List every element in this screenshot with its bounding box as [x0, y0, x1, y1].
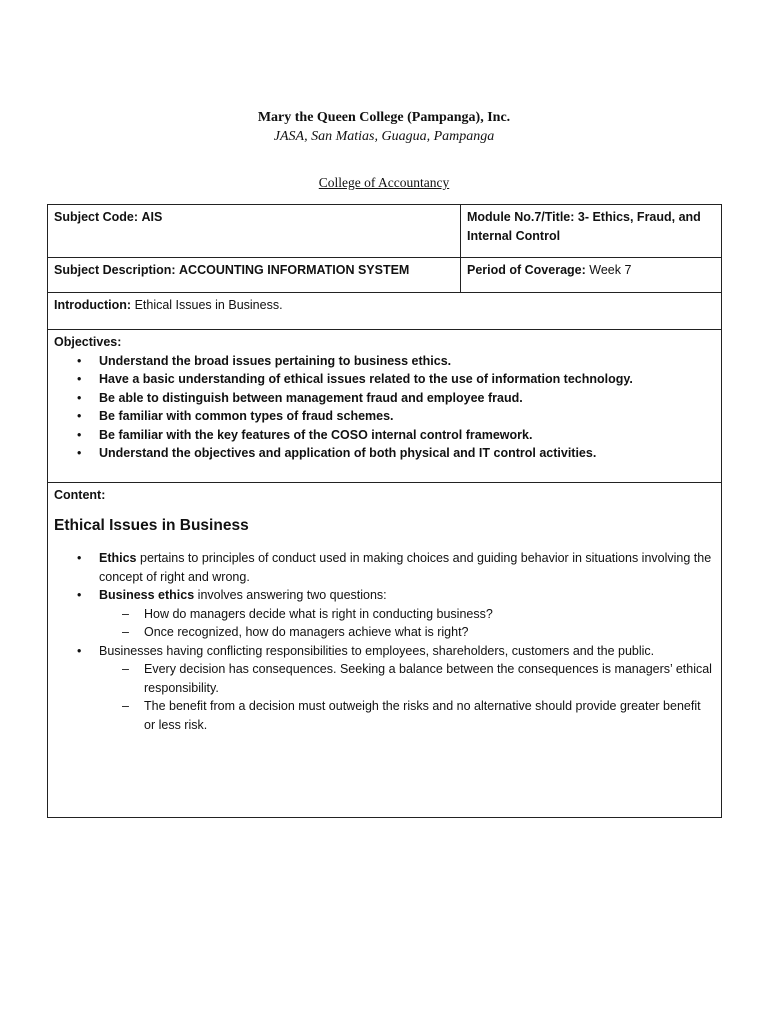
list-item: – Every decision has consequences. Seeking a balance between the consequences is managers’ ethical responsibility.: [144, 660, 715, 697]
table-row: [48, 258, 722, 293]
introduction-value: Ethical Issues in Business.: [134, 298, 283, 312]
content-heading: Ethical Issues in Business: [54, 516, 249, 534]
list-item: [99, 586, 715, 642]
business-ethics-sublist: [99, 605, 715, 642]
subject-code-cell: [48, 205, 461, 258]
content-cell: [48, 483, 722, 818]
list-item: – The benefit from a decision must outweigh the risks and no alternative should provide greater benefit or less risk.: [144, 697, 715, 734]
list-item: • Have a basic understanding of ethical issues related to the use of information technology.: [99, 370, 715, 389]
table-row: [48, 293, 722, 330]
list-item: • Be familiar with the key features of the COSO internal control framework.: [99, 426, 715, 445]
list-item: • Understand the objectives and application of both physical and IT control activities.: [99, 444, 715, 463]
module-title-cell: [461, 205, 722, 258]
department-title: College of Accountancy: [318, 175, 450, 190]
conflict-text: Businesses having conflicting responsibilities to employees, shareholders, customers and the public.: [99, 643, 655, 658]
table-row: [48, 205, 722, 258]
period-value: Week 7: [589, 263, 632, 277]
list-item: – How do managers decide what is right in conducting business?: [144, 605, 715, 624]
list-item: • Be familiar with common types of fraud schemes.: [99, 407, 715, 426]
document-header: [0, 108, 768, 146]
subject-description-label: Subject Description:: [54, 263, 176, 277]
subject-description-value: ACCOUNTING INFORMATION SYSTEM: [179, 263, 410, 277]
college-name: Mary the Queen College (Pampanga), Inc.: [257, 110, 511, 125]
business-ethics-term: Business ethics: [99, 588, 195, 602]
subject-code-value: AIS: [141, 210, 163, 224]
table-row: [48, 330, 722, 483]
subject-code-label: Subject Code:: [54, 210, 139, 224]
conflict-sublist: [99, 660, 715, 734]
list-item: [99, 642, 715, 735]
content-label: Content:: [54, 488, 106, 502]
period-cell: [461, 258, 722, 293]
introduction-cell: [48, 293, 722, 330]
business-ethics-text: involves answering two questions:: [194, 588, 387, 602]
college-address: JASA, San Matias, Guagua, Pampanga: [273, 129, 495, 144]
ethics-term: Ethics: [99, 551, 137, 565]
introduction-label: Introduction:: [54, 298, 132, 312]
list-item: • Be able to distinguish between management fraud and employee fraud.: [99, 389, 715, 408]
content-list: [54, 549, 715, 734]
list-item: [99, 549, 715, 586]
subject-description-cell: [48, 258, 461, 293]
list-item: • Understand the broad issues pertaining to business ethics.: [99, 352, 715, 371]
objectives-list: [54, 352, 715, 463]
period-label: Period of Coverage:: [467, 263, 586, 277]
list-item: – Once recognized, how do managers achieve what is right?: [144, 623, 715, 642]
module-table: [47, 204, 722, 818]
objectives-cell: [48, 330, 722, 483]
table-row: [48, 483, 722, 818]
module-title: Module No.7/Title: 3- Ethics, Fraud, and Internal Control: [467, 210, 701, 243]
ethics-text: pertains to principles of conduct used in making choices and guiding behavior in situations involving the concept of right and wrong.: [99, 551, 712, 584]
objectives-label: Objectives:: [54, 335, 122, 349]
